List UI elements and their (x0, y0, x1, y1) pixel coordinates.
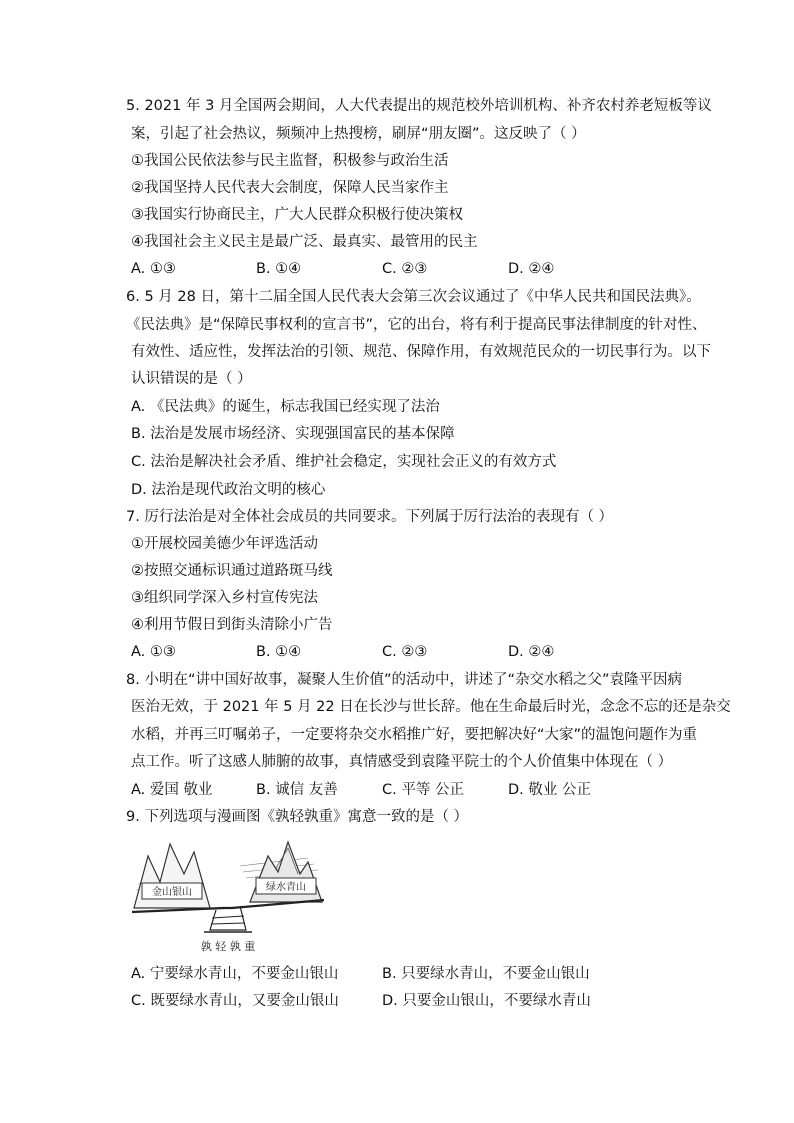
q5-option-c[interactable]: C. ②③ (382, 261, 428, 277)
q6-stem-line1: 6. 5 月 28 日，第十二届全国人民代表大会第三次会议通过了《中华人民共和国民法典》。 (126, 289, 701, 305)
green-mountain-label: 绿水青山 (266, 882, 306, 893)
q7-option-d[interactable]: D. ②④ (508, 644, 555, 660)
q7-option-c[interactable]: C. ②③ (382, 644, 428, 660)
gold-mountain (134, 844, 210, 908)
q9-options-row2 (131, 991, 691, 1011)
q9-options-row1 (131, 964, 691, 984)
q6-stem-line2: 《民法典》是“保障民事权利的宣言书”，它的出台，将有利于提高民事法律制度的针对性、 (126, 317, 707, 333)
q6-stem-line4: 认识错误的是（ ） (131, 371, 252, 387)
q6-option-b[interactable]: B. 法治是发展市场经济、实现强国富民的基本保障 (131, 426, 455, 442)
q9-stem-line1: 9. 下列选项与漫画图《孰轻孰重》寓意一致的是（ ） (126, 809, 469, 825)
q7-item-2: ②按照交通标识通过道路斑马线 (131, 563, 333, 579)
q9-option-b[interactable]: B. 只要绿水青山，不要金山银山 (382, 966, 590, 982)
q8-stem-line4: 点工作。听了这感人肺腑的故事，真情感受到袁隆平院士的个人价值集中体现在（ ） (131, 754, 673, 770)
q5-item-1: ①我国公民依法参与民主监督，积极参与政治生活 (131, 153, 449, 169)
q5-option-b[interactable]: B. ①④ (256, 261, 302, 277)
q9-option-c[interactable]: C. 既要绿水青山，又要金山银山 (131, 993, 339, 1009)
q7-item-3: ③组织同学深入乡村宣传宪法 (131, 590, 318, 606)
q5-item-3: ③我国实行协商民主，广大人民群众积极行使决策权 (131, 207, 463, 223)
q5-item-4: ④我国社会主义民主是最广泛、最真实、最管用的民主 (131, 234, 478, 250)
q8-option-d[interactable]: D. 敬业 公正 (508, 782, 591, 798)
q9-option-d[interactable]: D. 只要金山银山，不要绿水青山 (382, 993, 591, 1009)
q8-options (131, 780, 691, 800)
cartoon-caption: 孰 轻 孰 重 (200, 940, 256, 953)
q6-option-a[interactable]: A. 《民法典》的诞生，标志我国已经实现了法治 (131, 399, 440, 415)
q5-option-a[interactable]: A. ①③ (131, 261, 176, 277)
q8-stem-line2: 医治无效，于 2021 年 5 月 22 日在长沙与世长辞。他在生命最后时光，念念不忘的还是杂交 (131, 699, 731, 715)
gold-mountain-label: 金山银山 (152, 887, 192, 898)
cartoon-figure (128, 838, 328, 958)
q8-stem-line1: 8. 小明在“讲中国好故事，凝聚人生价值”的活动中，讲述了“杂交水稻之父”袁隆平因病 (126, 672, 682, 688)
q9-option-a[interactable]: A. 宁要绿水青山，不要金山银山 (131, 966, 339, 982)
q5-item-2: ②我国坚持人民代表大会制度，保障人民当家作主 (131, 180, 449, 196)
q7-option-b[interactable]: B. ①④ (256, 644, 302, 660)
q5-option-d[interactable]: D. ②④ (508, 261, 555, 277)
q8-stem-line3: 水稻，并再三叮嘱弟子，一定要将杂交水稻推广好，要把解决好“大家”的温饱问题作为重 (131, 727, 698, 743)
q8-option-c[interactable]: C. 平等 公正 (382, 782, 464, 798)
q7-option-a[interactable]: A. ①③ (131, 644, 176, 660)
q5-stem-line1: 5. 2021 年 3 月全国两会期间，人大代表提出的规范校外培训机构、补齐农村养老短板等议 (126, 98, 712, 114)
q7-item-4: ④利用节假日到街头清除小广告 (131, 617, 333, 633)
q7-options (131, 642, 691, 662)
green-mountain (250, 842, 322, 902)
q6-option-c[interactable]: C. 法治是解决社会矛盾、维护社会稳定，实现社会正义的有效方式 (131, 454, 557, 470)
q8-option-a[interactable]: A. 爱国 敬业 (131, 782, 213, 798)
q5-stem-line2: 案，引起了社会热议，频频冲上热搜榜，刷屏“朋友圈”。这反映了（ ） (131, 126, 586, 142)
q6-option-d[interactable]: D. 法治是现代政治文明的核心 (131, 482, 326, 498)
q7-stem-line1: 7. 厉行法治是对全体社会成员的共同要求。下列属于厉行法治的表现有（ ） (126, 509, 614, 525)
q5-options (131, 259, 691, 279)
q7-item-1: ①开展校园美德少年评选活动 (131, 536, 318, 552)
q6-stem-line3: 有效性、适应性，发挥法治的引领、规范、保障作用，有效规范民众的一切民事行为。以下 (131, 344, 711, 360)
q8-option-b[interactable]: B. 诚信 友善 (256, 782, 338, 798)
